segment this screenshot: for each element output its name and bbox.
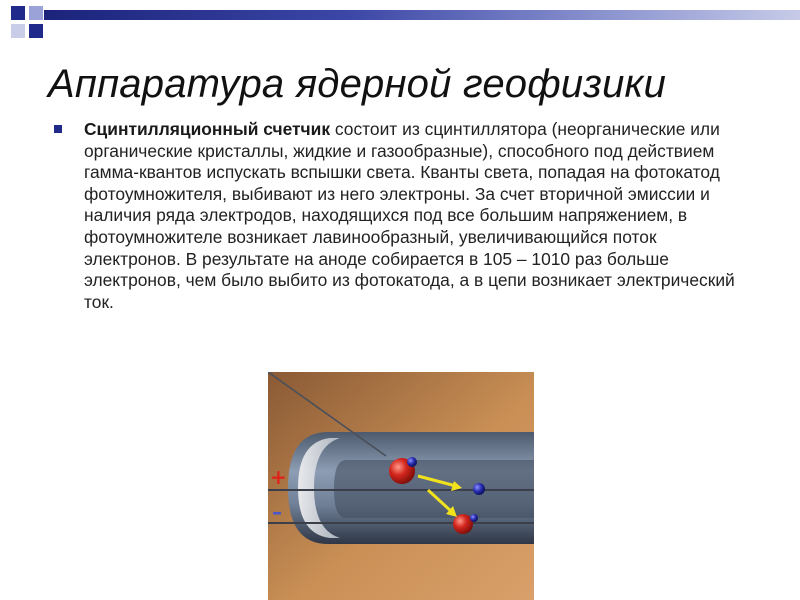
bullet-text bbox=[84, 119, 744, 313]
header-decor-squares bbox=[0, 0, 60, 46]
small-particle bbox=[470, 514, 478, 522]
decor-square bbox=[11, 24, 25, 38]
slide-title: Аппаратура ядерной геофизики bbox=[48, 62, 667, 106]
electron-particle bbox=[453, 514, 473, 534]
header-gradient-bar bbox=[44, 10, 800, 20]
decor-square bbox=[29, 24, 43, 38]
bullet-term: Сцинтилляционный счетчик bbox=[84, 119, 331, 139]
decor-square bbox=[29, 6, 43, 20]
small-particle bbox=[407, 457, 417, 467]
minus-sign: – bbox=[272, 500, 282, 524]
small-particle bbox=[473, 483, 485, 495]
decor-square bbox=[11, 6, 25, 20]
photomultiplier-illustration bbox=[268, 372, 534, 600]
plus-sign: + bbox=[270, 465, 287, 489]
photomultiplier-svg bbox=[268, 372, 534, 600]
bullet-description: состоит из сцинтиллятора (неорганические или органические кристаллы, жидкие и газообразные), способного под действием гамма-квантов испускать вспышки света. Кванты света, попадая на фотокатод фотоумножителя, выбивают из него электроны. За счет вторичной эмиссии и наличия ряда электродов, находящихся под все большим напряжением, в фотоумножителе возникает лавинообразный, увеличивающийся поток электронов. В результате на аноде собирается в 105 – 1010 раз больше электронов, чем было выбито из фотокатода, а в цепи возникает электрический ток. bbox=[84, 119, 735, 312]
bullet-marker bbox=[54, 125, 62, 133]
